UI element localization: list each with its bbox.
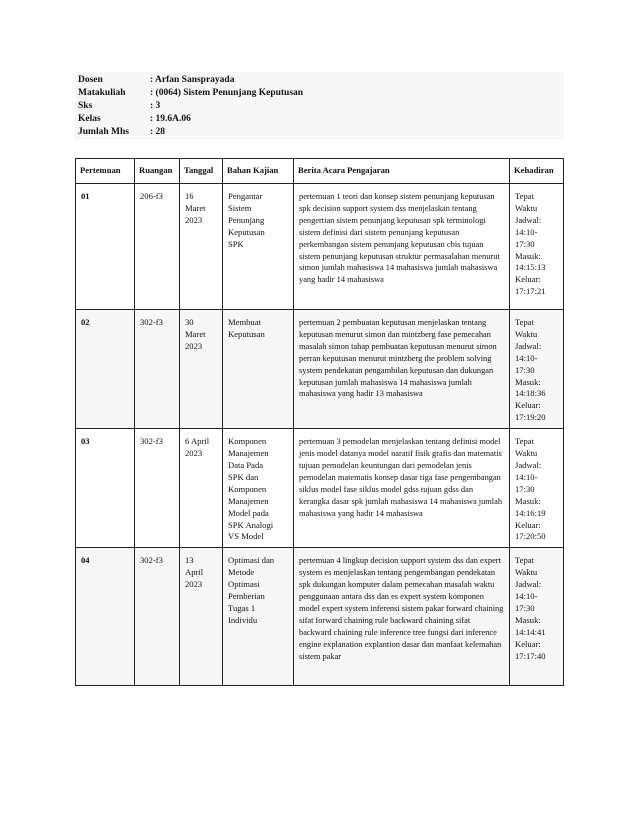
matakuliah-label: Matakuliah [78,88,126,98]
header-kehadiran: Kehadiran [510,159,564,184]
cell-kehadiran: Tepat Waktu Jadwal: 14:10- 17:30 Masuk: 14:15:13 Keluar: 17:17:21 [510,184,564,310]
kelas-label: Kelas [78,114,101,124]
cell-tanggal: 13 April 2023 [180,548,223,686]
cell-ruangan: 206-f3 [135,184,180,310]
header-tanggal: Tanggal [180,159,223,184]
cell-pertemuan: 01 [76,184,135,310]
header-berita-acara: Berita Acara Pengajaran [294,159,510,184]
cell-kehadiran: Tepat Waktu Jadwal: 14:10- 17:30 Masuk: 14:18:36 Keluar: 17:19:20 [510,310,564,429]
dosen-value: : Arfan Sansprayada [150,75,235,85]
matakuliah-value: : (0064) Sistem Penunjang Keputusan [150,88,304,98]
cell-ruangan: 302-f3 [135,548,180,686]
cell-ruangan: 302-f3 [135,310,180,429]
cell-bahan-kajian: Pengantar Sistem Penunjang Keputusan SPK [223,184,294,310]
cell-pertemuan: 02 [76,310,135,429]
cell-bahan-kajian: Optimasi dan Metode Optimasi Pemberian Tugas 1 Individu [223,548,294,686]
table-row [76,548,564,686]
table-row [76,184,564,310]
attendance-table [75,158,564,686]
cell-bahan-kajian: Komponen Manajemen Data Pada SPK dan Komponen Manajemen Model pada SPK Analogi VS Model [223,429,294,548]
cell-berita-acara: pertemuan 4 lingkup decision support system dss dan expert system es menjelaskan tentang pengembangan pendekatan spk dukungan komputer dalam pemecahan masalah waktu penggunaan antara dss dan es expert system komponen model expert system inferensi sistem pakar forward chaining sifat forward chaining rule backward chaining sifat backward chaining rule inference tree fungsi dari inference engine explanation explantion dasar dan manfaat kelemahan sistem pakar [294,548,510,686]
cell-pertemuan: 03 [76,429,135,548]
header-pertemuan: Pertemuan [76,159,135,184]
cell-tanggal: 6 April 2023 [180,429,223,548]
dosen-label: Dosen [78,75,103,85]
sks-label: Sks [78,101,93,111]
cell-berita-acara: pertemuan 1 teori dan konsep sistem penunjang keputusan spk decision support system dss menjelaskan tentang pengertian sistem penunjang keputusan spk terminologi sistem definisi dari sistem penunjang keputusan perkembangan sistem penunjang keputusan cbis tujuan sistem penunjang keputusan struktur permasalahan menurut simon jumlah mahasiswa 14 mahasiswa jumlah mahasiswa yang hadir 14 mahasiswa [294,184,510,310]
cell-kehadiran: Tepat Waktu Jadwal: 14:10- 17:30 Masuk: 14:14:41 Keluar: 17:17:40 [510,548,564,686]
cell-ruangan: 302-f3 [135,429,180,548]
cell-berita-acara: pertemuan 3 pemodelan menjelaskan tentang definisi model jenis model datanya model naratif fisik grafis dan matematis tujuan pemodelan keuntungan dari pemodelan jenis pemodelan matematis konsep dasar tiga fase pengembangan siklus model fase siklus model gdss tujuan gdss dan kerangka dasar spk jumlah mahasiswa 14 mahasiswa jumlah mahasiswa yang hadir 14 mahasiswa [294,429,510,548]
table-header-row [76,159,564,184]
header-bahan-kajian: Bahan Kajian [223,159,294,184]
sks-value: : 3 [150,101,161,111]
cell-kehadiran: Tepat Waktu Jadwal: 14:10- 17:30 Masuk: 14:16:19 Keluar: 17:20:50 [510,429,564,548]
cell-pertemuan: 04 [76,548,135,686]
course-info-block [75,72,564,140]
kelas-value: : 19.6A.06 [150,114,191,124]
cell-berita-acara: pertemuan 2 pembuatan keputusan menjelaskan tentang keputusan menurut simon dan mintzberg fase pemecahan masalah simon tahap pembuatan keputusan menurut simon perran keputusan menurut mintzberg the problem solving system pendekatan pengambilan keputusan dan dukungan keputusan jumlah mahasiswa 14 mahasiswa jumlah mahasiswa yang hadir 13 mahasiswa [294,310,510,429]
header-ruangan: Ruangan [135,159,180,184]
table-row [76,310,564,429]
table-row [76,429,564,548]
jumlah-mhs-value: : 28 [150,127,166,137]
cell-tanggal: 16 Maret 2023 [180,184,223,310]
cell-bahan-kajian: Membuat Keputusan [223,310,294,429]
jumlah-mhs-label: Jumlah Mhs [78,127,129,137]
cell-tanggal: 30 Maret 2023 [180,310,223,429]
